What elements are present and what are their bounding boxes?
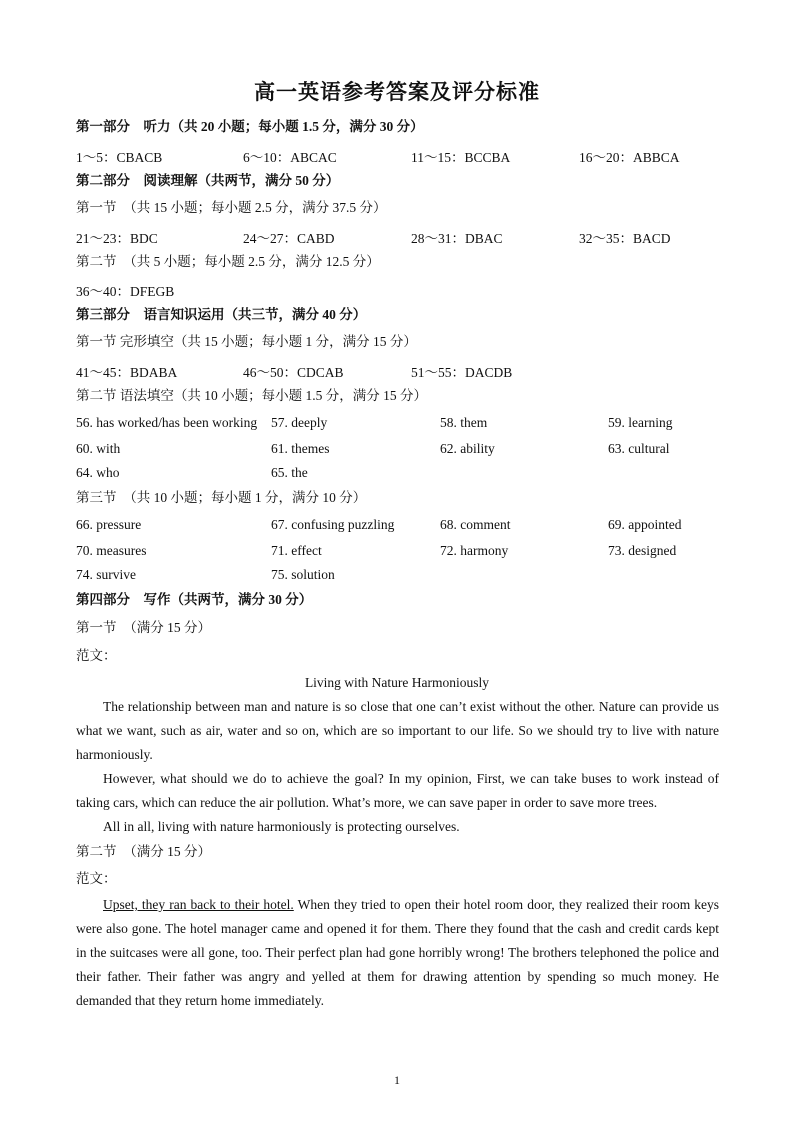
part3-heading: 第三部分 语言知识运用（共三节，满分 40 分） (76, 307, 367, 322)
story-paragraph-text: When they tried to open their hotel room door, they realized their room keys were also gone. The hotel manager came and opened it for them. There they found that the cash and credit cards kept in the suitcases were all gone, too. Their perfect plan had gone horribly wrong! The brothers telephoned the police and their father. Their father was angry and yelled at them for drawing attention by spending so much money. He demanded that they return home immediately. (76, 897, 719, 1008)
answer-group: 6～10：ABCAC (243, 150, 337, 165)
answer-group: 36～40：DFEGB (76, 284, 175, 299)
part4-section2-heading: 第二节 （满分 15 分） (76, 844, 211, 859)
answer-item: 58. them (440, 415, 488, 430)
answer-group: 11～15：BCCBA (411, 150, 511, 165)
answer-item: 60. with (76, 441, 121, 456)
part3-section3-heading: 第三节 （共 10 小题；每小题 1 分，满分 10 分） (76, 490, 367, 505)
answer-item: 72. harmony (440, 543, 509, 558)
essay-paragraph: The relationship between man and nature is so close that one can’t exist without the other. Nature can provide us what we want, such as air, water and so on, which are so important to our life. So we should try to live with nature harmoniously. (76, 699, 719, 762)
part2-heading: 第二部分 阅读理解（共两节，满分 50 分） (76, 173, 340, 188)
essay-paragraph: All in all, living with nature harmoniously is protecting ourselves. (103, 819, 460, 834)
answer-item: 69. appointed (608, 517, 682, 532)
answer-item: 62. ability (440, 441, 495, 456)
answer-item: 57. deeply (271, 415, 328, 430)
part4-heading: 第四部分 写作（共两节，满分 30 分） (76, 592, 313, 607)
story-paragraph (76, 893, 719, 1013)
part3-section2-heading: 第二节 语法填空（共 10 小题；每小题 1.5 分，满分 15 分） (76, 388, 427, 403)
answer-group: 51～55：DACDB (411, 365, 513, 380)
answer-item: 66. pressure (76, 517, 142, 532)
sample-label: 范文： (76, 871, 117, 886)
answer-item: 61. themes (271, 441, 330, 456)
answer-item: 75. solution (271, 567, 335, 582)
answer-group: 21～23：BDC (76, 231, 158, 246)
page-number: 1 (394, 1073, 400, 1087)
part3-section1-heading: 第一节 完形填空（共 15 小题；每小题 1 分，满分 15 分） (76, 334, 417, 349)
sample-label: 范文： (76, 648, 117, 663)
answer-item: 74. survive (76, 567, 136, 582)
answer-item: 64. who (76, 465, 120, 480)
part4-section1-heading: 第一节 （满分 15 分） (76, 620, 211, 635)
answer-item: 68. comment (440, 517, 511, 532)
answer-item: 73. designed (608, 543, 677, 558)
underlined-lead-sentence: Upset, they ran back to their hotel. (103, 897, 294, 912)
answer-group: 28～31：DBAC (411, 231, 503, 246)
answer-item: 59. learning (608, 415, 673, 430)
answer-group: 32～35：BACD (579, 231, 671, 246)
answer-item: 63. cultural (608, 441, 670, 456)
answer-item: 67. confusing puzzling (271, 517, 395, 532)
essay-title: Living with Nature Harmoniously (304, 675, 490, 690)
answer-group: 1～5：CBACB (76, 150, 163, 165)
answer-group: 16～20：ABBCA (579, 150, 680, 165)
part1-heading: 第一部分 听力（共 20 小题；每小题 1.5 分，满分 30 分） (76, 119, 424, 134)
answer-group: 41～45：BDABA (76, 365, 178, 380)
part2-section2-heading: 第二节 （共 5 小题；每小题 2.5 分，满分 12.5 分） (76, 254, 380, 269)
answer-group: 46～50：CDCAB (243, 365, 344, 380)
answer-item: 70. measures (76, 543, 147, 558)
answer-item: 71. effect (271, 543, 322, 558)
part2-section1-heading: 第一节 （共 15 小题；每小题 2.5 分，满分 37.5 分） (76, 200, 387, 215)
answer-item: 56. has worked/has been working (76, 415, 258, 430)
essay-paragraph: However, what should we do to achieve the goal? In my opinion, First, we can take buses to work instead of taking cars, which can reduce the air pollution. What’s more, we can save paper in order to save more trees. (76, 771, 719, 810)
page-title: 高一英语参考答案及评分标准 (254, 80, 540, 104)
answer-item: 65. the (271, 465, 308, 480)
answer-group: 24～27：CABD (243, 231, 335, 246)
